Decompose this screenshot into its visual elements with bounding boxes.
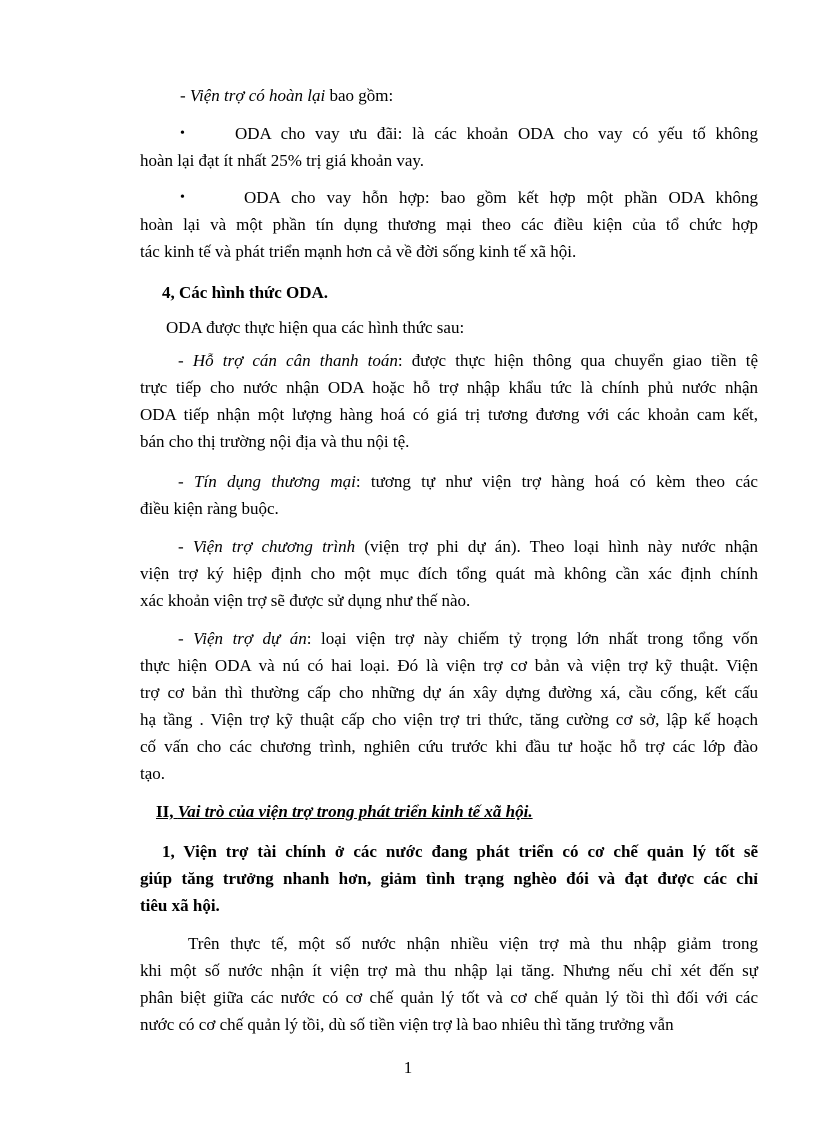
bullet-icon: •: [180, 126, 185, 141]
intro-line: [180, 82, 760, 109]
text-line: hoàn lại đạt ít nhất 25% trị giá khoản vay.: [140, 151, 425, 170]
text-line: Trên thực tế, một số nước nhận nhiều viện trợ mà thu nhập giảm trong: [188, 934, 758, 953]
section-heading: 4, Các hình thức ODA.: [162, 283, 329, 302]
text-line: cố vấn cho các chương trình, nghiên cứu trước khi đầu tư hoặc hỗ trợ các lớp đào: [140, 737, 758, 756]
text-line: tác kinh tế và phát triển mạnh hơn cả về đời sống kinh tế xã hội.: [140, 242, 577, 261]
text-line: : loại viện trợ này chiếm tỷ trọng lớn nhất trong tổng vốn: [306, 629, 758, 648]
form-paragraph: [140, 347, 758, 455]
form-term: - Tín dụng thương mại: [178, 472, 356, 491]
text-line: ODA cho vay hỗn hợp: bao gồm kết hợp một phần ODA không: [244, 188, 758, 207]
text-line: viện trợ ký hiệp định cho một mục đích tổng quát mà không cần xác định chính: [140, 564, 758, 583]
form-paragraph: [140, 625, 758, 787]
form-term: - Viện trợ chương trình: [178, 537, 356, 556]
text-line: thực hiện ODA và nú có hai loại. Đó là viện trợ cơ bản và viện trợ kỹ thuật. Viện: [140, 656, 758, 675]
text-line: trợ cơ bản thì thường cấp cho những dự án xây dựng đường xá, cầu cống, kết cấu: [140, 683, 758, 702]
form-paragraph: [140, 533, 758, 614]
text-line: bán cho thị trường nội địa và thu nội tệ.: [140, 432, 410, 451]
text-line: điều kiện ràng buộc.: [140, 499, 279, 518]
text-line: hoàn lại và một phần tín dụng thương mại theo các điều kiện của tổ chức hợp: [140, 215, 758, 234]
form-term: - Viện trợ dự án: [178, 629, 307, 648]
bullet-paragraph: [140, 120, 758, 174]
text-line: (viện trợ phi dự án). Theo loại hình này nước nhận: [355, 537, 758, 556]
text-line: trực tiếp cho nước nhận ODA hoặc hỗ trợ nhập khẩu tức là chính phủ nước nhận: [140, 378, 758, 397]
text-line: giúp tăng trưởng nhanh hơn, giảm tình trạng nghèo đói và đạt được các chỉ: [140, 869, 758, 888]
form-paragraph: [140, 468, 758, 522]
body-paragraph: [140, 930, 758, 1038]
text-line: tiêu xã hội.: [140, 896, 220, 915]
text-line: : tương tự như viện trợ hàng hoá có kèm theo các: [355, 472, 758, 491]
section-2-title: Vai trò của viện trợ trong phát triển kinh tế xã hội.: [177, 802, 533, 821]
text-line: hạ tầng . Viện trợ kỹ thuật cấp cho viện trợ tri thức, tăng cường cơ sở, lập kế hoạch: [140, 710, 758, 729]
intro-rest: bao gồm:: [325, 86, 394, 105]
bullet-icon: •: [180, 190, 185, 205]
oda-intro: ODA được thực hiện qua các hình thức sau:: [166, 318, 465, 337]
text-line: xác khoản viện trợ sẽ được sử dụng như thế nào.: [140, 591, 471, 610]
text-line: khi một số nước nhận ít viện trợ mà thu nhập lại tăng. Nhưng nếu chỉ xét đến sự: [140, 961, 758, 980]
bullet-paragraph: [140, 184, 758, 265]
text-line: nước có cơ chế quản lý tồi, dù số tiền viện trợ là bao nhiêu thì tăng trưởng vẫn: [140, 1015, 674, 1034]
section-2-prefix: II,: [156, 802, 178, 821]
text-line: tạo.: [140, 764, 166, 783]
text-line: ODA tiếp nhận một lượng hàng hoá có giá trị tương đương với các khoản cam kết,: [140, 405, 758, 424]
subsection-heading: [140, 838, 758, 919]
text-line: : được thực hiện thông qua chuyển giao tiền tệ: [397, 351, 758, 370]
text-line: phân biệt giữa các nước có cơ chế quản lý tốt và cơ chế quản lý tồi thì đối với các: [140, 988, 758, 1007]
section-2-heading: [156, 798, 533, 825]
text-line: 1, Viện trợ tài chính ở các nước đang phát triển có cơ chế quản lý tốt sẽ: [162, 842, 758, 861]
intro-italic: - Viện trợ có hoàn lại: [180, 86, 326, 105]
form-term: - Hỗ trợ cán cân thanh toán: [178, 351, 398, 370]
text-line: ODA cho vay ưu đãi: là các khoản ODA cho vay có yếu tố không: [235, 124, 758, 143]
page-number: 1: [403, 1058, 413, 1077]
